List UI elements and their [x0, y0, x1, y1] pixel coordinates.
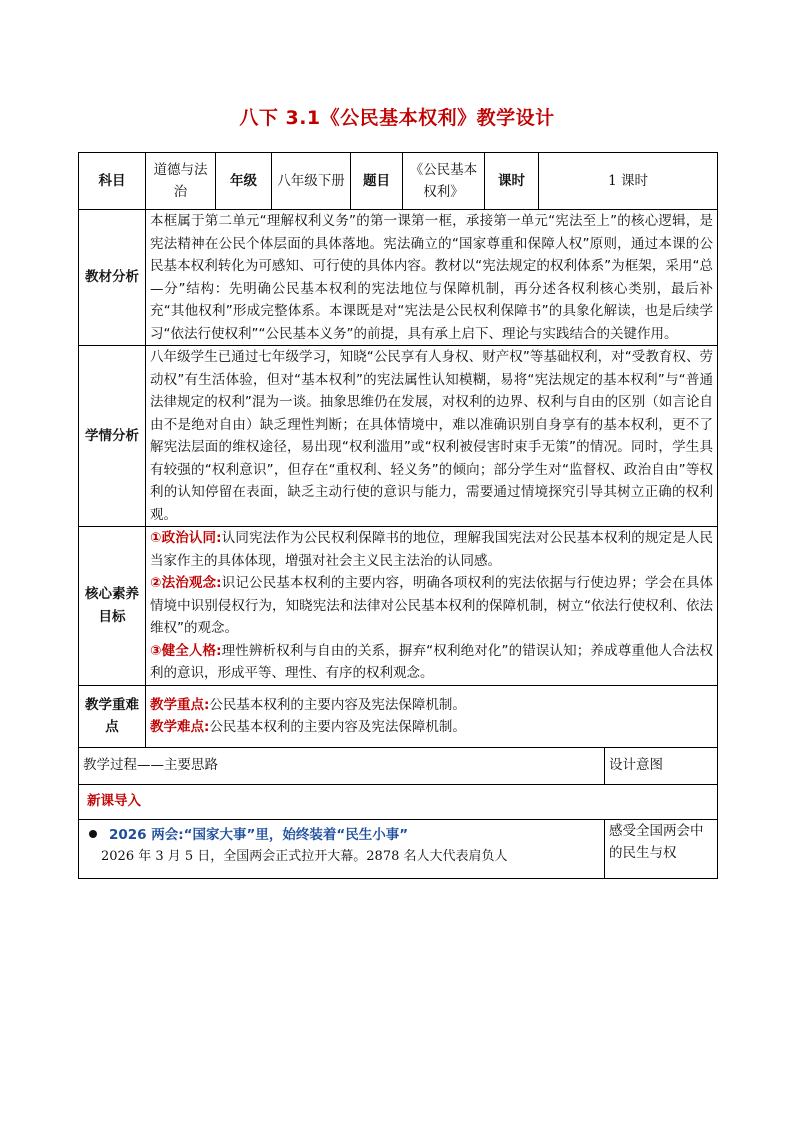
goal-head: ①政治认同: [150, 530, 222, 546]
goal-text: 识记公民基本权利的主要内容，明确各项权利的宪法依据与行使边界；学会在具体情境中识别侵权行为，知晓宪法和法律对公民基本权利的保障机制，树立“依法行使权利、依法维权”的观念。 [150, 575, 714, 636]
goal-head: ②法治观念: [150, 575, 222, 591]
student-analysis-row [79, 346, 718, 527]
student-analysis-label: 学情分析 [79, 346, 146, 527]
difficulty-text: 公民基本权利的主要内容及宪法保障机制。 [209, 719, 466, 735]
intro-header-row [79, 784, 718, 819]
intro-content-row [79, 819, 718, 878]
goal-head: ③健全人格: [150, 642, 222, 659]
lesson-plan-table [78, 152, 718, 879]
difficulty-head: 教学难点: [150, 719, 210, 735]
textbook-analysis-text: 本框属于第二单元“理解权利义务”的第一课第一框，承接第一单元“宪法至上”的核心逻辑，是宪法精神在公民个体层面的具体落地。宪法确立的“国家尊重和保障人权”原则，通过本课的公民基本权利转化为可感知、可行使的具体内容。教材以“宪法规定的权利体系”为框架，采用“总—分”结构：先明确公民基本权利的宪法地位与保障机制，再分述各权利核心类别，最后补充“其他权利”形成完整体系。本课既是对“宪法是公民权利保障书”的具象化解读，也是后续学习“依法行使权利”“公民基本义务”的前提，具有承上启下、理论与实践结合的关键作用。 [146, 210, 718, 346]
grade-value: 八年级下册 [272, 153, 351, 210]
subject-value: 道德与法治 [146, 153, 216, 210]
goal-item [150, 572, 713, 640]
key-points-content [146, 685, 718, 747]
goal-text: 认同宪法作为公民权利保障书的地位，理解我国宪法对公民基本权利的规定是人民当家作主的具体体现，增强对社会主义民主法治的认同感。 [150, 530, 714, 569]
textbook-analysis-label: 教材分析 [79, 210, 146, 346]
textbook-analysis-row [79, 210, 718, 346]
key-points-row [79, 685, 718, 747]
key-point-head: 教学重点: [150, 696, 210, 713]
document-title: 八下 3.1《公民基本权利》教学设计 [239, 107, 555, 129]
core-goals-label: 核心素养目标 [79, 527, 146, 686]
core-goals-content [146, 527, 718, 686]
core-goals-row [79, 527, 718, 686]
key-points-label: 教学重难点 [79, 685, 146, 747]
process-header-row [79, 747, 718, 784]
topic-value: 《公民基本权利》 [403, 153, 485, 210]
period-value: 1 课时 [539, 153, 718, 210]
process-label: 教学过程——主要思路 [79, 747, 605, 784]
key-point-text: 公民基本权利的主要内容及宪法保障机制。 [209, 696, 466, 713]
intro-bullet-title: 2026 两会:“国家大事”里，始终装着“民生小事” [109, 826, 409, 843]
student-analysis-text: 八年级学生已通过七年级学习，知晓“公民享有人身权、财产权”等基础权利，对“受教育权、劳动权”有生活体验，但对“基本权利”的宪法属性认知模糊，易将“宪法规定的基本权利”与“普通法律规定的权利”混为一谈。抽象思维仍在发展，对权利的边界、权利与自由的区别（如言论自由不是绝对自由）缺乏理性判断；在具体情境中，难以准确识别自身享有的基本权利，更不了解宪法层面的维权途径，易出现“权利滥用”或“权利被侵害时束手无策”的情况。同时，学生具有较强的“权利意识”，但存在“重权利、轻义务”的倾向；部分学生对“监督权、政治自由”等权利的认知停留在表面，缺乏主动行使的意识与能力，需要通过情境探究引导其树立正确的权利观。 [146, 346, 718, 527]
bullet-icon [89, 830, 97, 838]
intro-text: 2026 年 3 月 5 日，全国两会正式拉开大幕。2878 名人大代表肩负人 [101, 849, 508, 864]
grade-label: 年级 [216, 153, 272, 210]
topic-label: 题目 [351, 153, 403, 210]
intro-section-title: 新课导入 [79, 784, 718, 819]
subject-label: 科目 [79, 153, 146, 210]
goal-item [150, 640, 713, 685]
intent-label: 设计意图 [605, 747, 718, 784]
period-label: 课时 [485, 153, 539, 210]
goal-item [150, 527, 713, 572]
goal-text: 理性辨析权利与自由的关系，摒弃“权利绝对化”的错误认知；养成尊重他人合法权利的意识，形成平等、理性、有序的权利观念。 [150, 642, 713, 681]
intro-intent: 感受全国两会中的民生与权 [605, 819, 718, 878]
header-row [79, 153, 718, 210]
intro-content [79, 819, 605, 878]
